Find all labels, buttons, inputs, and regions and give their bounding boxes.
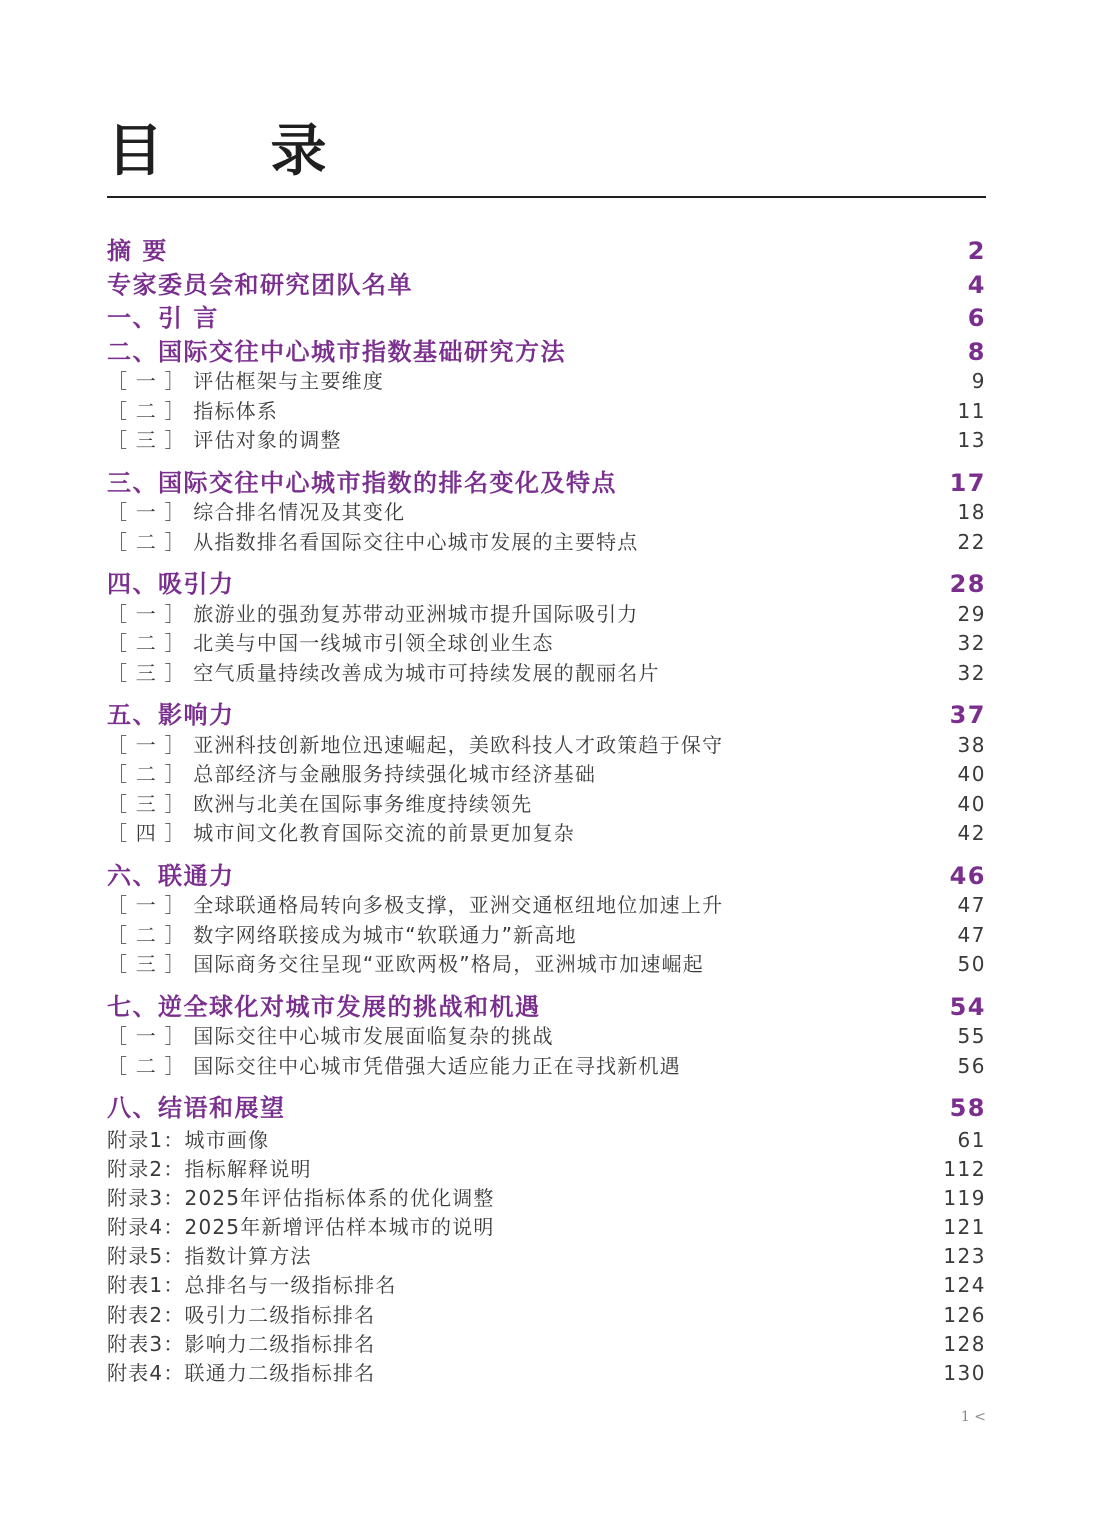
toc-entry-sub[interactable]	[107, 949, 986, 979]
toc-entry-sub[interactable]	[107, 789, 986, 819]
toc-entry-app[interactable]	[107, 1183, 986, 1212]
toc-entry-page: 42	[957, 821, 986, 845]
toc-entry-page: 123	[943, 1244, 986, 1269]
toc-entry-main[interactable]	[107, 299, 986, 333]
toc-entry-label: 附表3：影响力二级指标排名	[107, 1331, 376, 1356]
toc-entry-app[interactable]	[107, 1212, 986, 1241]
toc-entry-page: 9	[971, 369, 986, 393]
toc-entry-page: 6	[967, 304, 986, 332]
toc-entry-label: ［ 三 ］ 欧洲与北美在国际事务维度持续领先	[107, 791, 533, 816]
toc-entry-page: 38	[957, 732, 986, 757]
toc-entry-label: ［ 二 ］ 指标体系	[107, 398, 279, 423]
toc-entry-page: 4	[967, 270, 986, 299]
toc-entry-page: 40	[957, 791, 986, 816]
toc-entry-label: ［ 二 ］ 国际交往中心城市凭借强大适应能力正在寻找新机遇	[107, 1053, 681, 1078]
toc-entry-page: 18	[957, 500, 986, 524]
toc-entry-label: ［ 四 ］ 城市间文化教育国际交流的前景更加复杂	[107, 821, 575, 845]
toc-entry-page: 121	[943, 1215, 986, 1240]
toc-entry-sub[interactable]	[107, 1051, 986, 1081]
toc-entry-main[interactable]	[107, 333, 986, 367]
page-title: 目 录	[107, 119, 371, 184]
toc-entry-main[interactable]	[107, 988, 986, 1022]
toc-entry-page: 112	[943, 1156, 986, 1181]
toc-entry-main[interactable]	[107, 232, 986, 266]
toc-entry-label: 附录2：指标解释说明	[107, 1156, 312, 1181]
toc-entry-label: 摘 要	[107, 237, 168, 265]
toc-entry-page: 126	[943, 1302, 986, 1327]
toc-entry-app[interactable]	[107, 1300, 986, 1329]
toc-entry-page: 11	[957, 398, 986, 423]
toc-entry-sub[interactable]	[107, 818, 986, 848]
toc-entry-main[interactable]	[107, 857, 986, 891]
toc-entry-page: 8	[967, 337, 986, 366]
toc-entry-label: ［ 二 ］ 数字网络联接成为城市“软联通力”新高地	[107, 922, 577, 947]
toc-entry-label: 一、引 言	[107, 304, 219, 332]
toc-entry-page: 55	[957, 1024, 986, 1048]
title-divider	[107, 196, 986, 198]
toc-entry-label: 八、结语和展望	[107, 1094, 286, 1122]
toc-entry-page: 37	[949, 701, 986, 729]
toc-entry-sub[interactable]	[107, 527, 986, 557]
toc-entry-sub[interactable]	[107, 890, 986, 920]
toc-entry-sub[interactable]	[107, 599, 986, 629]
toc-entry-sub[interactable]	[107, 425, 986, 455]
toc-entry-label: ［ 二 ］ 总部经济与金融服务持续强化城市经济基础	[107, 762, 597, 786]
toc-entry-page: 40	[957, 762, 986, 786]
toc-entry-label: 附表4：联通力二级指标排名	[107, 1361, 376, 1385]
toc-entry-label: ［ 二 ］ 从指数排名看国际交往中心城市发展的主要特点	[107, 529, 639, 554]
toc-entry-label: 附录3：2025年评估指标体系的优化调整	[107, 1185, 495, 1210]
toc-entry-sub[interactable]	[107, 658, 986, 688]
toc-entry-label: 附录4：2025年新增评估样本城市的说明	[107, 1215, 495, 1240]
toc-entry-page: 2	[967, 237, 986, 265]
toc-entry-label: ［ 二 ］ 北美与中国一线城市引领全球创业生态	[107, 631, 554, 655]
toc-entry-label: 附录1：城市画像	[107, 1127, 270, 1152]
toc-entry-main[interactable]	[107, 565, 986, 599]
toc-entry-page: 17	[949, 468, 986, 497]
toc-entry-page: 29	[957, 601, 986, 626]
toc-entry-label: ［ 一 ］ 综合排名情况及其变化	[107, 500, 406, 524]
toc-entry-main[interactable]	[107, 696, 986, 730]
toc-entry-app[interactable]	[107, 1358, 986, 1387]
toc-entry-label: 七、逆全球化对城市发展的挑战和机遇	[107, 992, 541, 1021]
toc-entry-sub[interactable]	[107, 396, 986, 426]
toc-entry-page: 124	[943, 1273, 986, 1298]
toc-entry-app[interactable]	[107, 1270, 986, 1299]
toc-entry-page: 61	[957, 1127, 986, 1152]
toc-entry-main[interactable]	[107, 464, 986, 498]
toc-entry-sub[interactable]	[107, 1021, 986, 1051]
toc-entry-page: 46	[949, 861, 986, 890]
toc-entry-page: 50	[957, 952, 986, 976]
toc-entry-label: 专家委员会和研究团队名单	[107, 270, 413, 299]
toc-entry-page: 32	[957, 631, 986, 655]
toc-entry-sub[interactable]	[107, 628, 986, 658]
toc-entry-label: 二、国际交往中心城市指数基础研究方法	[107, 337, 566, 366]
toc-entry-page: 54	[949, 992, 986, 1021]
toc-entry-page: 58	[949, 1094, 986, 1122]
toc-entry-app[interactable]	[107, 1154, 986, 1183]
toc-entry-page: 47	[957, 922, 986, 947]
table-of-contents	[107, 232, 986, 1387]
toc-entry-page: 13	[957, 428, 986, 452]
toc-entry-label: 附表2：吸引力二级指标排名	[107, 1302, 376, 1327]
toc-entry-label: 四、吸引力	[107, 570, 235, 598]
toc-entry-label: ［ 三 ］ 空气质量持续改善成为城市可持续发展的靓丽名片	[107, 660, 660, 685]
toc-entry-label: ［ 一 ］ 亚洲科技创新地位迅速崛起，美欧科技人才政策趋于保守	[107, 732, 724, 757]
toc-entry-page: 47	[957, 893, 986, 917]
toc-entry-page: 119	[943, 1185, 986, 1210]
toc-entry-label: ［ 一 ］ 国际交往中心城市发展面临复杂的挑战	[107, 1024, 554, 1048]
toc-entry-page: 32	[957, 660, 986, 685]
toc-entry-page: 28	[949, 570, 986, 598]
toc-entry-page: 128	[943, 1331, 986, 1356]
page-number: 1 <	[960, 1409, 986, 1425]
toc-entry-sub[interactable]	[107, 730, 986, 760]
toc-entry-label: 附录5：指数计算方法	[107, 1244, 312, 1269]
toc-entry-main[interactable]	[107, 1089, 986, 1123]
toc-entry-label: 附表1：总排名与一级指标排名	[107, 1273, 397, 1298]
toc-entry-label: ［ 三 ］ 国际商务交往呈现“亚欧两极”格局，亚洲城市加速崛起	[107, 952, 704, 976]
toc-entry-app[interactable]	[107, 1329, 986, 1358]
toc-entry-label: 三、国际交往中心城市指数的排名变化及特点	[107, 468, 617, 497]
toc-entry-sub[interactable]	[107, 759, 986, 789]
toc-entry-label: ［ 一 ］ 旅游业的强劲复苏带动亚洲城市提升国际吸引力	[107, 601, 639, 626]
toc-entry-page: 130	[943, 1361, 986, 1385]
toc-entry-main[interactable]	[107, 266, 986, 300]
toc-entry-app[interactable]	[107, 1125, 986, 1154]
toc-entry-page: 22	[957, 529, 986, 554]
toc-entry-label: ［ 一 ］ 全球联通格局转向多极支撑，亚洲交通枢纽地位加速上升	[107, 893, 724, 917]
toc-entry-label: ［ 一 ］ 评估框架与主要维度	[107, 369, 385, 393]
toc-entry-label: 六、联通力	[107, 861, 235, 890]
toc-entry-label: ［ 三 ］ 评估对象的调整	[107, 428, 342, 452]
toc-entry-app[interactable]	[107, 1241, 986, 1270]
toc-entry-page: 56	[957, 1053, 986, 1078]
toc-entry-label: 五、影响力	[107, 701, 235, 729]
toc-entry-sub[interactable]	[107, 920, 986, 950]
